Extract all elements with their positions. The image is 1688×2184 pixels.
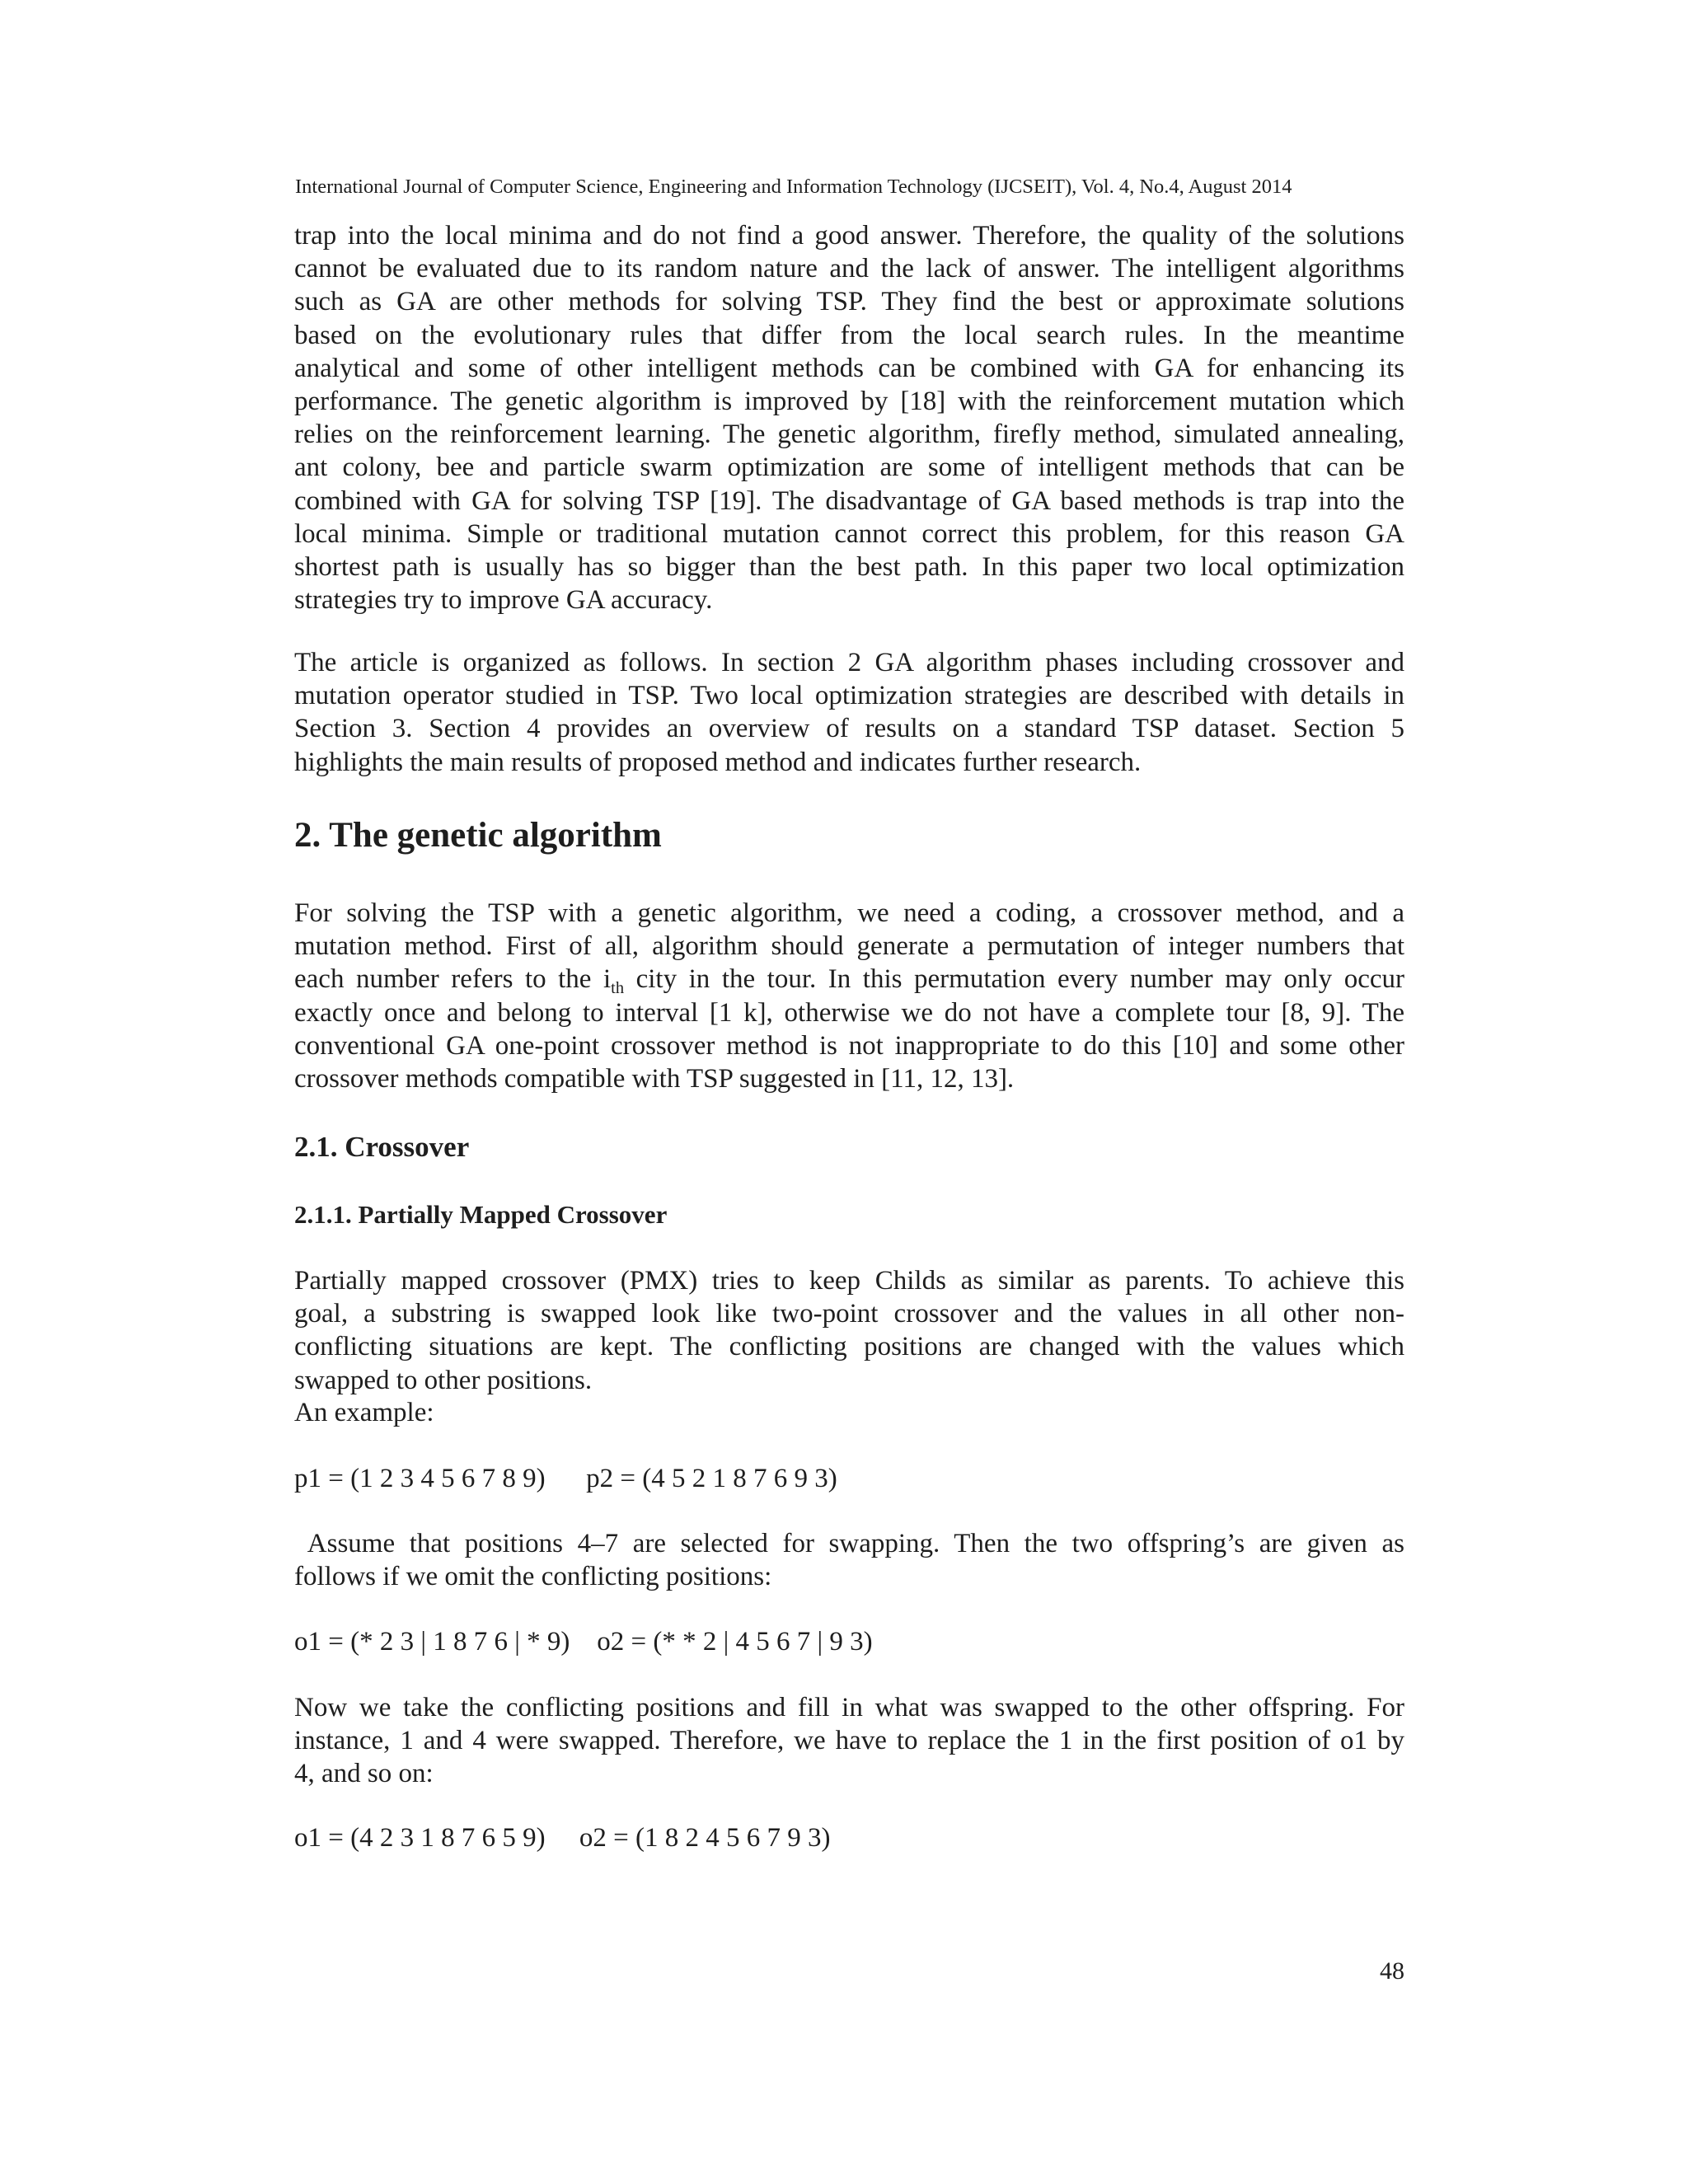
example-label: An example: <box>294 1398 434 1427</box>
offspring-partial: o1 = (* 2 3 | 1 8 7 6 | * 9) o2 = (* * 2 | 4 5 6 7 | 9 3) <box>294 1627 873 1657</box>
text-line: Section 3. Section 4 provides an overview of results on a standard TSP dataset. Section 5 <box>294 714 1404 744</box>
subscript: th <box>611 979 625 998</box>
assume-paragraph <box>294 1527 1404 1593</box>
intro-paragraph <box>294 219 1404 616</box>
text-line: instance, 1 and 4 were swapped. Therefore, we have to replace the 1 in the first position of o1 by <box>294 1726 1404 1756</box>
text-line: analytical and some of other intelligent methods can be combined with GA for enhancing its <box>294 353 1404 383</box>
text-line: performance. The genetic algorithm is improved by [18] with the reinforcement mutation which <box>294 387 1404 417</box>
text-line: strategies try to improve GA accuracy. <box>294 585 713 616</box>
text-line: The article is organized as follows. In section 2 GA algorithm phases including crossover and <box>294 648 1404 677</box>
text-line: Partially mapped crossover (PMX) tries to keep Childs as similar as parents. To achieve this <box>294 1266 1404 1296</box>
fill-paragraph <box>294 1691 1404 1791</box>
parents-example: p1 = (1 2 3 4 5 6 7 8 9) p2 = (4 5 2 1 8 7 6 9 3) <box>294 1464 837 1493</box>
section-heading: 2. The genetic algorithm <box>294 816 662 855</box>
text-line: ant colony, bee and particle swarm optimization are some of intelligent methods that can be <box>294 452 1404 483</box>
text-line: local minima. Simple or traditional mutation cannot correct this problem, for this reason GA <box>294 518 1404 549</box>
subsubsection-heading: 2.1.1. Partially Mapped Crossover <box>294 1200 668 1229</box>
text-line: goal, a substring is swapped look like two-point crossover and the values in all other non- <box>294 1299 1404 1329</box>
text-line: such as GA are other methods for solving TSP. They find the best or approximate solutions <box>294 287 1404 317</box>
subsection-heading: 2.1. Crossover <box>294 1131 470 1163</box>
text-line: exactly once and belong to interval [1 k], otherwise we do not have a complete tour [8, 9]. The <box>294 997 1404 1028</box>
text-line: conflicting situations are kept. The conflicting positions are changed with the values which <box>294 1332 1404 1362</box>
organization-paragraph <box>294 646 1404 779</box>
ga-paragraph <box>294 897 1404 1095</box>
text-line: shortest path is usually has so bigger than the best path. In this paper two local optimization <box>294 552 1404 583</box>
text-line: 4, and so on: <box>294 1759 434 1789</box>
text-line: swapped to other positions. <box>294 1365 593 1395</box>
page-number: 48 <box>1380 1957 1404 1985</box>
offspring-final: o1 = (4 2 3 1 8 7 6 5 9) o2 = (1 8 2 4 5 6 7 9 3) <box>294 1823 831 1853</box>
text-line: highlights the main results of proposed method and indicates further research. <box>294 747 1142 777</box>
text-line: relies on the reinforcement learning. The genetic algorithm, firefly method, simulated annealing, <box>294 419 1404 450</box>
text-line: mutation operator studied in TSP. Two local optimization strategies are described with details in <box>294 681 1404 711</box>
text-line: combined with GA for solving TSP [19]. The disadvantage of GA based methods is trap into the <box>294 485 1404 516</box>
text-line: follows if we omit the conflicting positions: <box>294 1562 772 1592</box>
running-header: International Journal of Computer Science, Engineering and Information Technology (IJCSEIT), Vol. 4, No.4, August 2014 <box>295 176 1292 198</box>
text-line: Assume that positions 4–7 are selected for swapping. Then the two offspring’s are given as <box>294 1529 1404 1558</box>
text-line: For solving the TSP with a genetic algorithm, we need a coding, a crossover method, and a <box>294 898 1404 928</box>
text-span: city in the tour. In this permutation every number may only occur <box>624 964 1404 995</box>
text-span: each number refers to the i <box>294 964 612 995</box>
text-line: conventional GA one-point crossover method is not inappropriate to do this [10] and some other <box>294 1030 1404 1061</box>
text-line: based on the evolutionary rules that differ from the local search rules. In the meantime <box>294 320 1404 350</box>
text-line: mutation method. First of all, algorithm should generate a permutation of integer numbers that <box>294 931 1404 962</box>
text-line: cannot be evaluated due to its random nature and the lack of answer. The intelligent algorithms <box>294 254 1404 284</box>
text-line: trap into the local minima and do not find a good answer. Therefore, the quality of the solutions <box>294 221 1404 251</box>
pmx-paragraph <box>294 1264 1404 1397</box>
text-line <box>294 963 1404 996</box>
text-line: Now we take the conflicting positions and fill in what was swapped to the other offspring. For <box>294 1693 1404 1722</box>
text-line: crossover methods compatible with TSP suggested in [11, 12, 13]. <box>294 1064 1015 1094</box>
